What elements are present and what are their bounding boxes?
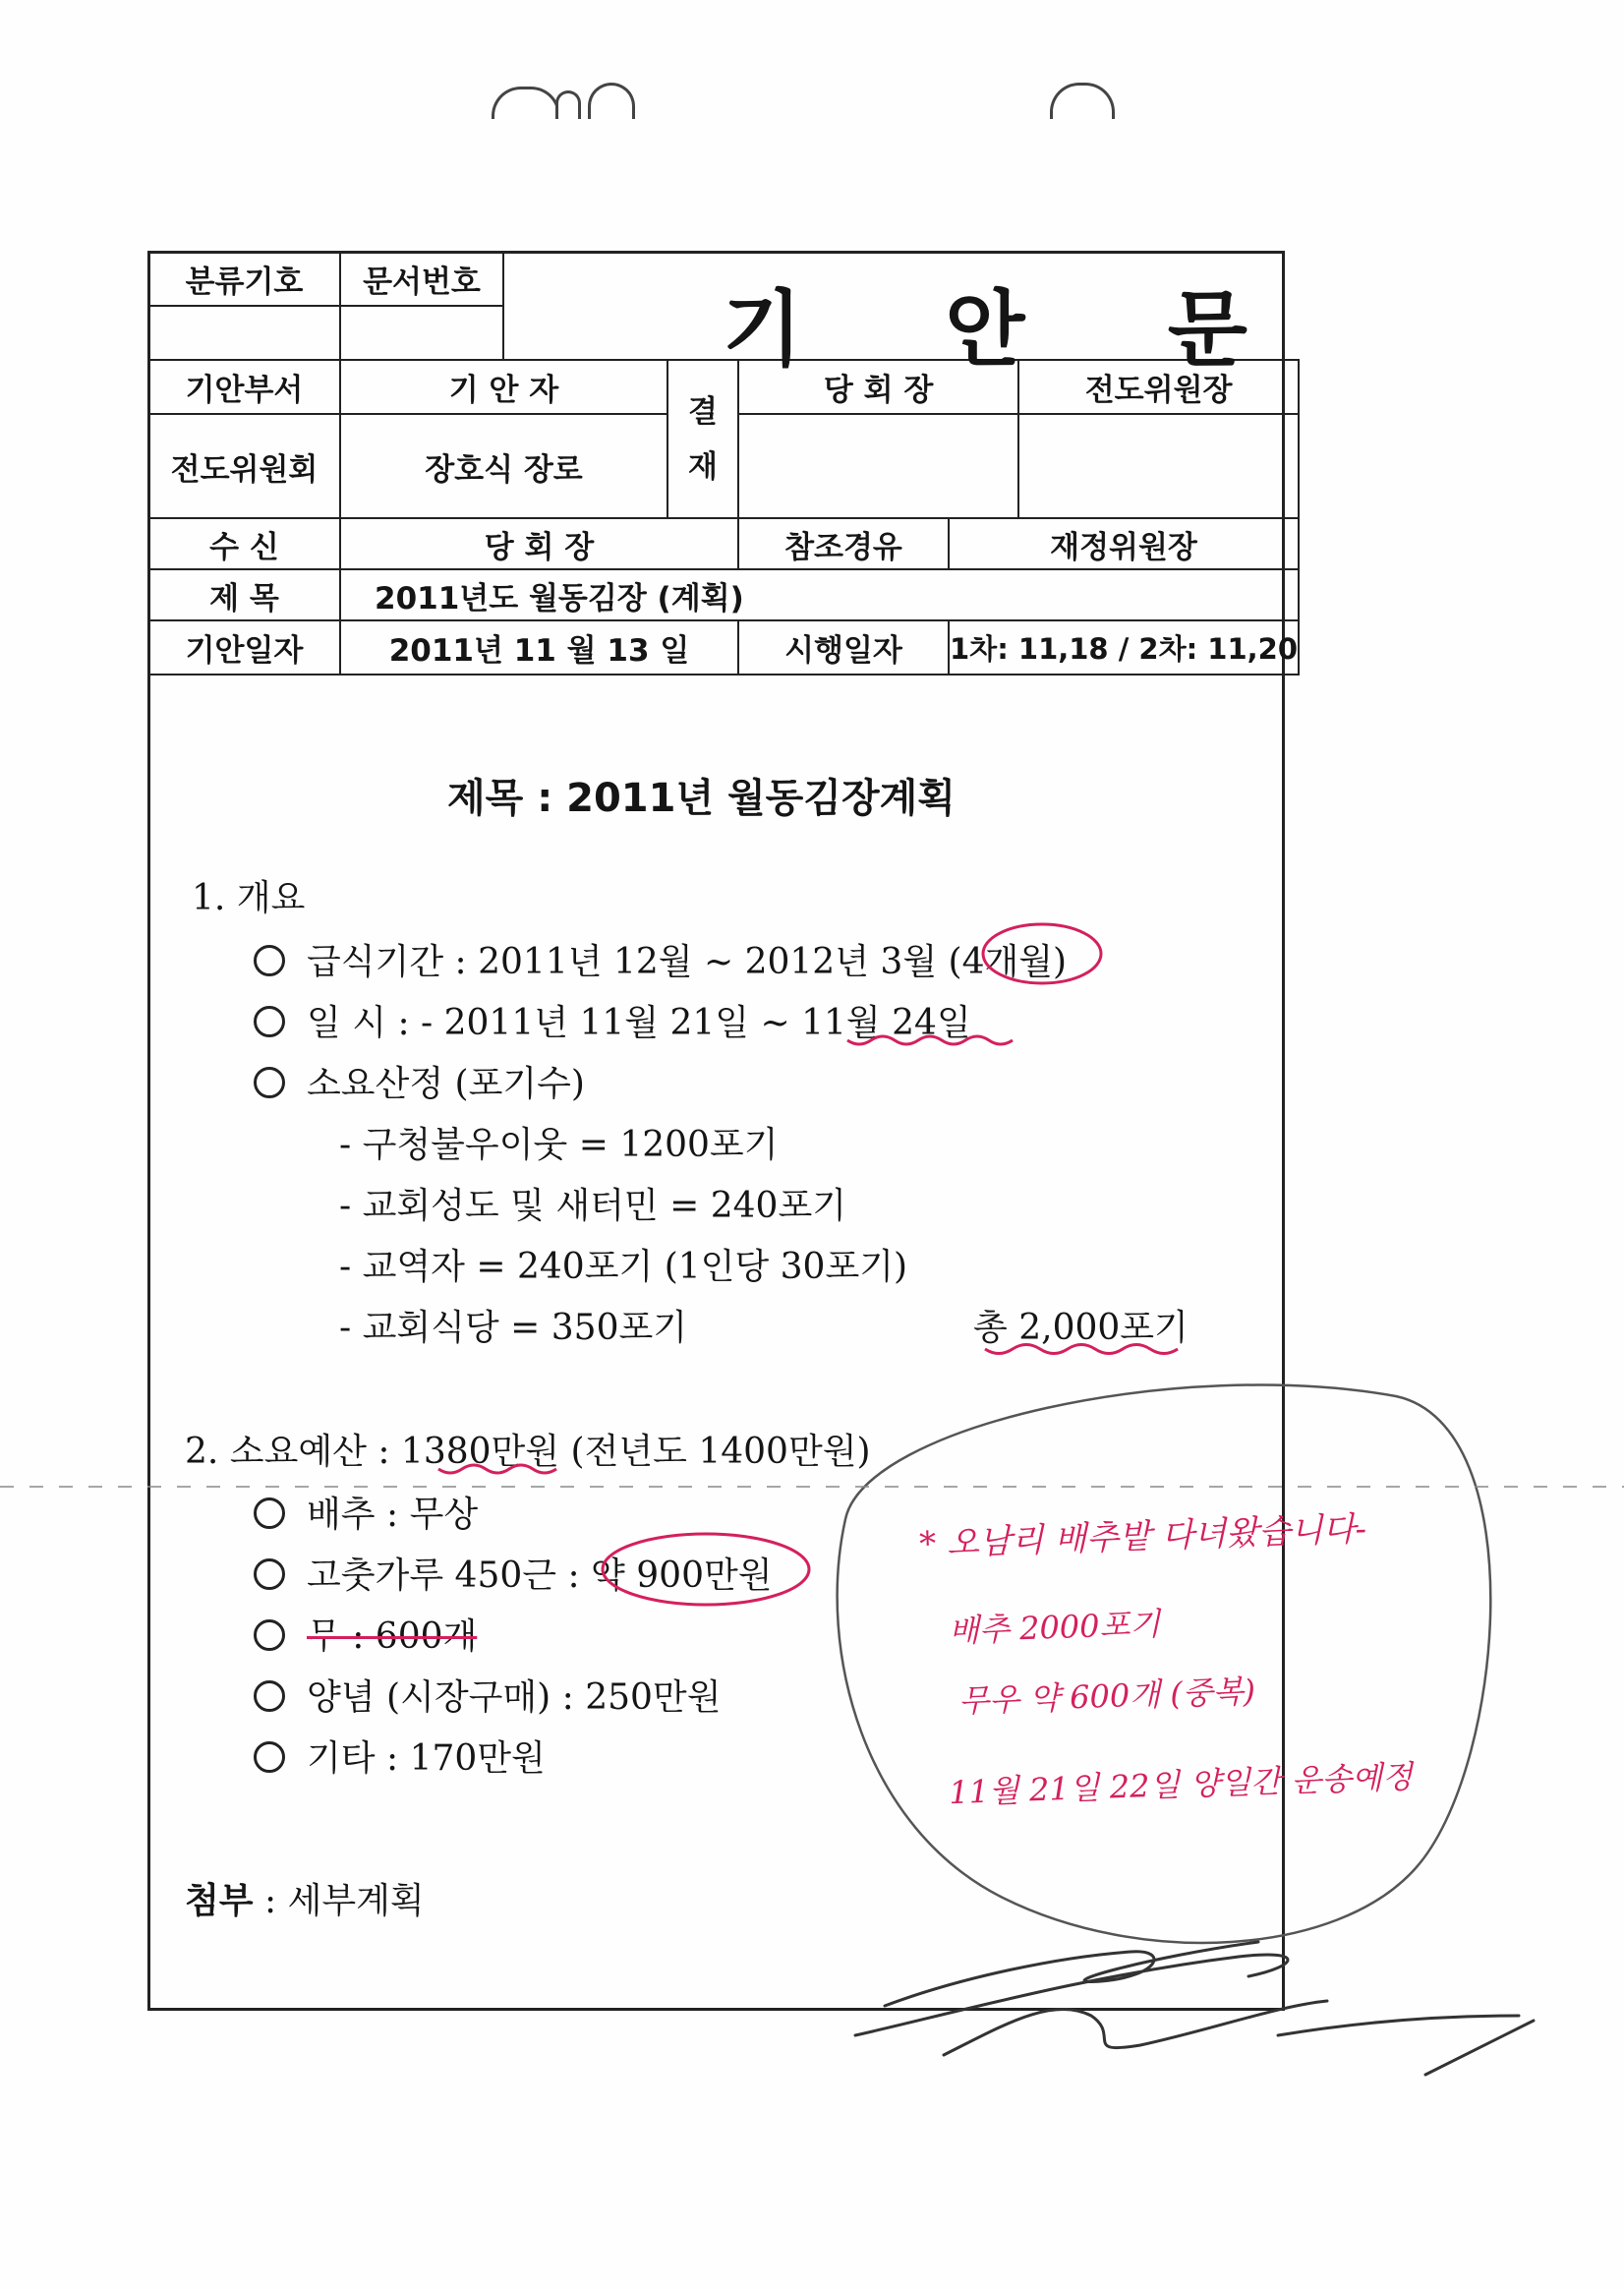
document-title: 제목 : 2011년 월동김장계획 (447, 776, 956, 821)
handwritten-note: 11월 21일 22일 양일간 운송예정 (948, 1757, 1414, 1812)
punch-hole (1050, 83, 1115, 119)
exec-date-label: 시행일자 (738, 620, 949, 675)
budget-item: 무 : 600개 (254, 1609, 477, 1659)
circle-bullet-icon (254, 1006, 285, 1037)
approver-1-sign-box (738, 414, 1018, 518)
budget-item: 배추 : 무상 (254, 1487, 478, 1537)
quantity-item: - 교회식당 = 350포기 (339, 1308, 688, 1348)
section-2-heading: 2. 소요예산 : 1380만원 (전년도 1400만원) (185, 1432, 871, 1472)
punch-hole (492, 87, 560, 119)
quantity-item: - 교회성도 및 새터민 = 240포기 (339, 1186, 847, 1226)
doc-number-value (340, 306, 503, 360)
reference-value: 재정위원장 (949, 518, 1299, 569)
circle-bullet-icon (254, 1741, 285, 1773)
approver-1-label: 당 회 장 (738, 360, 1018, 414)
section-1-heading: 1. 개요 (192, 878, 306, 918)
class-code-label: 분류기호 (148, 252, 340, 306)
approval-label: 결 재 (667, 360, 738, 518)
exec-date-value: 1차: 11,18 / 2차: 11,20 (949, 620, 1299, 675)
budget-item: 양념 (시장구매) : 250만원 (254, 1670, 721, 1720)
drafter-label: 기 안 자 (340, 360, 667, 414)
draft-date-label: 기안일자 (148, 620, 340, 675)
attachment-label: 첨부 (185, 1881, 254, 1921)
doc-number-label: 문서번호 (340, 252, 503, 306)
approver-2-sign-box (1018, 414, 1299, 518)
punch-hole (588, 83, 635, 119)
overview-item: 급식기간 : 2011년 12월 ~ 2012년 3월 (4개월) (254, 934, 1067, 984)
dept-value: 전도위원회 (148, 414, 340, 518)
reference-label: 참조경유 (738, 518, 949, 569)
subject-value: 2011년도 월동김장 (계획) (340, 569, 1299, 620)
attachment-value: : 세부계획 (264, 1881, 425, 1921)
circle-bullet-icon (254, 1558, 285, 1590)
handwritten-note: * 오남리 배추밭 다녀왔습니다- (918, 1509, 1367, 1564)
circle-bullet-icon (254, 1067, 285, 1098)
overview-item: 소요산정 (포기수) (254, 1056, 585, 1106)
circle-bullet-icon (254, 945, 285, 976)
handwritten-note: 배추 2000포기 (948, 1605, 1161, 1650)
quantity-total: 총 2,000포기 (973, 1308, 1189, 1348)
overview-item: 일 시 : - 2011년 11월 21일 ~ 11월 24일 (254, 995, 971, 1045)
handwritten-note: 무우 약 600개 (중복) (957, 1672, 1256, 1721)
budget-item: 고춧가루 450근 : 약 900만원 (254, 1548, 773, 1598)
recipient-value: 당 회 장 (340, 518, 738, 569)
class-code-value (148, 306, 340, 360)
recipient-label: 수 신 (148, 518, 340, 569)
circle-bullet-icon (254, 1680, 285, 1712)
punch-hole (555, 90, 581, 119)
quantity-item: - 교역자 = 240포기 (1인당 30포기) (339, 1247, 908, 1287)
attachment-line (185, 1873, 425, 1923)
circle-bullet-icon (254, 1497, 285, 1529)
approver-2-label: 전도위원장 (1018, 360, 1299, 414)
draft-date-value: 2011년 11 월 13 일 (340, 620, 738, 675)
budget-item: 기타 : 170만원 (254, 1731, 546, 1781)
subject-label: 제 목 (148, 569, 340, 620)
drafter-value: 장호식 장로 (340, 414, 667, 518)
dept-label: 기안부서 (148, 360, 340, 414)
quantity-item: - 구청불우이웃 = 1200포기 (339, 1125, 779, 1165)
form-title: 기 안 문 (723, 281, 1305, 378)
circle-bullet-icon (254, 1619, 285, 1651)
